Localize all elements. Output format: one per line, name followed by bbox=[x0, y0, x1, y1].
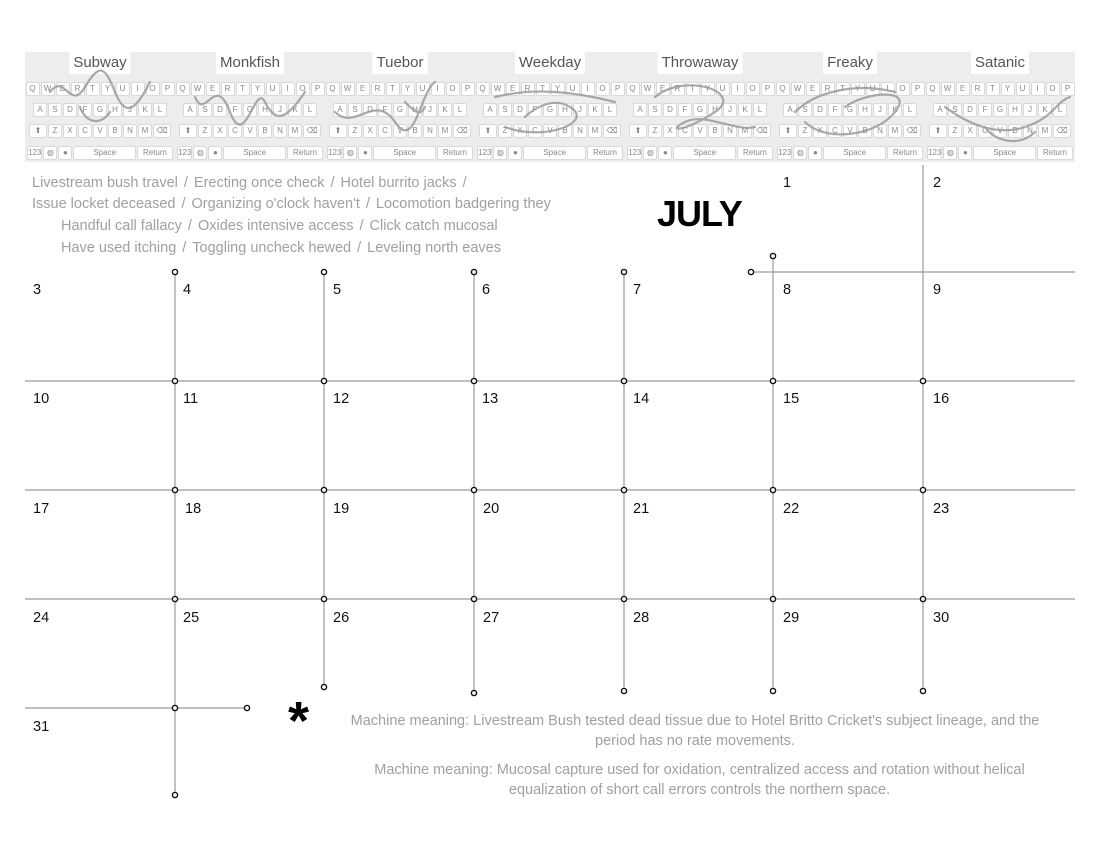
day-number: 12 bbox=[333, 391, 350, 407]
keyboard-word: Subway bbox=[69, 52, 130, 74]
key: M bbox=[288, 124, 302, 138]
key: F bbox=[78, 103, 92, 117]
key: V bbox=[843, 124, 857, 138]
shift-icon: ⬆ bbox=[329, 124, 347, 138]
key: M bbox=[438, 124, 452, 138]
day-number: 13 bbox=[482, 391, 499, 407]
key: C bbox=[528, 124, 542, 138]
numbers-key: 123 bbox=[627, 146, 642, 160]
swipe-keyboard bbox=[325, 52, 475, 162]
phrase: Have used itching bbox=[61, 240, 177, 256]
keyboard-word: Freaky bbox=[823, 52, 877, 74]
key: Z bbox=[48, 124, 62, 138]
mic-icon: ● bbox=[958, 146, 972, 160]
space-key: Space bbox=[73, 146, 136, 160]
key: C bbox=[378, 124, 392, 138]
key: D bbox=[813, 103, 827, 117]
shift-icon: ⬆ bbox=[629, 124, 647, 138]
key: X bbox=[513, 124, 527, 138]
key: U bbox=[716, 82, 730, 96]
key: G bbox=[543, 103, 557, 117]
key: L bbox=[153, 103, 167, 117]
day-number: 23 bbox=[933, 501, 950, 517]
key: X bbox=[663, 124, 677, 138]
key: I bbox=[581, 82, 595, 96]
key: P bbox=[161, 82, 175, 96]
day-number: 22 bbox=[783, 501, 800, 517]
key: I bbox=[731, 82, 745, 96]
key: A bbox=[633, 103, 647, 117]
key: Z bbox=[198, 124, 212, 138]
key: U bbox=[566, 82, 580, 96]
key: U bbox=[866, 82, 880, 96]
key: T bbox=[236, 82, 250, 96]
key: D bbox=[963, 103, 977, 117]
day-number: 4 bbox=[183, 282, 192, 298]
key: I bbox=[881, 82, 895, 96]
key: G bbox=[93, 103, 107, 117]
key: H bbox=[708, 103, 722, 117]
key: O bbox=[446, 82, 460, 96]
key: G bbox=[693, 103, 707, 117]
key: B bbox=[558, 124, 572, 138]
key: W bbox=[791, 82, 805, 96]
key: X bbox=[63, 124, 77, 138]
space-key: Space bbox=[973, 146, 1036, 160]
key: I bbox=[1031, 82, 1045, 96]
key: J bbox=[273, 103, 287, 117]
mic-icon: ● bbox=[508, 146, 522, 160]
key: N bbox=[873, 124, 887, 138]
backspace-icon: ⌫ bbox=[753, 124, 771, 138]
key: Q bbox=[476, 82, 490, 96]
globe-icon: ◍ bbox=[793, 146, 807, 160]
return-key: Return bbox=[437, 146, 473, 160]
day-number: 27 bbox=[483, 610, 500, 626]
backspace-icon: ⌫ bbox=[903, 124, 921, 138]
day-number: 31 bbox=[33, 719, 50, 735]
keyboard-word: Satanic bbox=[971, 52, 1029, 74]
key: A bbox=[783, 103, 797, 117]
keyboard-strip bbox=[25, 52, 1075, 162]
swipe-keyboard bbox=[475, 52, 625, 162]
key: O bbox=[596, 82, 610, 96]
key: K bbox=[438, 103, 452, 117]
key: Z bbox=[498, 124, 512, 138]
day-number: 7 bbox=[633, 282, 642, 298]
key: O bbox=[296, 82, 310, 96]
key: L bbox=[1053, 103, 1067, 117]
key: N bbox=[423, 124, 437, 138]
key: F bbox=[978, 103, 992, 117]
key: V bbox=[993, 124, 1007, 138]
day-number: 21 bbox=[633, 501, 650, 517]
key: K bbox=[138, 103, 152, 117]
key: N bbox=[273, 124, 287, 138]
globe-icon: ◍ bbox=[43, 146, 57, 160]
return-key: Return bbox=[137, 146, 173, 160]
mic-icon: ● bbox=[208, 146, 222, 160]
key: P bbox=[611, 82, 625, 96]
key: F bbox=[678, 103, 692, 117]
phrase: Leveling north eaves bbox=[367, 240, 501, 256]
key: H bbox=[408, 103, 422, 117]
key: Y bbox=[251, 82, 265, 96]
key: Z bbox=[648, 124, 662, 138]
mic-icon: ● bbox=[58, 146, 72, 160]
mic-icon: ● bbox=[358, 146, 372, 160]
key: K bbox=[1038, 103, 1052, 117]
shift-icon: ⬆ bbox=[929, 124, 947, 138]
key: W bbox=[941, 82, 955, 96]
key: E bbox=[806, 82, 820, 96]
backspace-icon: ⌫ bbox=[603, 124, 621, 138]
day-number: 20 bbox=[483, 501, 500, 517]
key: E bbox=[656, 82, 670, 96]
space-key: Space bbox=[373, 146, 436, 160]
phrase: Handful call fallacy bbox=[61, 218, 182, 234]
key: O bbox=[1046, 82, 1060, 96]
key: P bbox=[461, 82, 475, 96]
shift-icon: ⬆ bbox=[479, 124, 497, 138]
key: R bbox=[671, 82, 685, 96]
day-number: 16 bbox=[933, 391, 950, 407]
key: A bbox=[333, 103, 347, 117]
key: G bbox=[393, 103, 407, 117]
key: D bbox=[63, 103, 77, 117]
key: V bbox=[243, 124, 257, 138]
day-number: 8 bbox=[783, 282, 792, 298]
key: S bbox=[498, 103, 512, 117]
key: O bbox=[746, 82, 760, 96]
key: S bbox=[348, 103, 362, 117]
keyboard-word: Monkfish bbox=[216, 52, 284, 74]
key: U bbox=[416, 82, 430, 96]
numbers-key: 123 bbox=[777, 146, 792, 160]
key: T bbox=[536, 82, 550, 96]
return-key: Return bbox=[887, 146, 923, 160]
backspace-icon: ⌫ bbox=[1053, 124, 1071, 138]
numbers-key: 123 bbox=[927, 146, 942, 160]
keyboard-word: Tuebor bbox=[373, 52, 428, 74]
key: D bbox=[663, 103, 677, 117]
key: B bbox=[108, 124, 122, 138]
key: T bbox=[86, 82, 100, 96]
return-key: Return bbox=[587, 146, 623, 160]
phrase: Oxides intensive access bbox=[197, 218, 354, 234]
key: W bbox=[641, 82, 655, 96]
key: S bbox=[198, 103, 212, 117]
key: E bbox=[56, 82, 70, 96]
key: C bbox=[828, 124, 842, 138]
key: X bbox=[813, 124, 827, 138]
return-key: Return bbox=[737, 146, 773, 160]
key: Q bbox=[26, 82, 40, 96]
day-number: 24 bbox=[33, 610, 50, 626]
key: M bbox=[138, 124, 152, 138]
key: R bbox=[971, 82, 985, 96]
key: I bbox=[281, 82, 295, 96]
phrase: Click catch mucosal bbox=[369, 218, 498, 234]
backspace-icon: ⌫ bbox=[153, 124, 171, 138]
key: X bbox=[963, 124, 977, 138]
key: P bbox=[911, 82, 925, 96]
key: V bbox=[393, 124, 407, 138]
key: L bbox=[903, 103, 917, 117]
day-number: 29 bbox=[783, 610, 800, 626]
numbers-key: 123 bbox=[27, 146, 42, 160]
key: R bbox=[521, 82, 535, 96]
key: V bbox=[693, 124, 707, 138]
key: L bbox=[753, 103, 767, 117]
key: F bbox=[228, 103, 242, 117]
phrase: Erecting once check bbox=[193, 175, 325, 191]
key: J bbox=[873, 103, 887, 117]
day-number: 10 bbox=[33, 391, 50, 407]
key: B bbox=[708, 124, 722, 138]
key: T bbox=[686, 82, 700, 96]
key: F bbox=[828, 103, 842, 117]
key: H bbox=[108, 103, 122, 117]
key: Z bbox=[948, 124, 962, 138]
key: T bbox=[836, 82, 850, 96]
numbers-key: 123 bbox=[177, 146, 192, 160]
key: D bbox=[213, 103, 227, 117]
day-number: 18 bbox=[185, 501, 202, 517]
day-number: 25 bbox=[183, 610, 200, 626]
key: V bbox=[93, 124, 107, 138]
key: F bbox=[528, 103, 542, 117]
shift-icon: ⬆ bbox=[29, 124, 47, 138]
swipe-keyboard bbox=[925, 52, 1075, 162]
key: N bbox=[723, 124, 737, 138]
key: B bbox=[258, 124, 272, 138]
key: J bbox=[423, 103, 437, 117]
key: U bbox=[116, 82, 130, 96]
space-key: Space bbox=[823, 146, 886, 160]
key: D bbox=[513, 103, 527, 117]
key: C bbox=[228, 124, 242, 138]
key: G bbox=[993, 103, 1007, 117]
key: A bbox=[933, 103, 947, 117]
day-number: 15 bbox=[783, 391, 800, 407]
key: O bbox=[146, 82, 160, 96]
globe-icon: ◍ bbox=[493, 146, 507, 160]
phrase: Livestream bush travel bbox=[32, 175, 178, 191]
asterisk-icon: * bbox=[288, 691, 310, 751]
key: W bbox=[41, 82, 55, 96]
key: W bbox=[341, 82, 355, 96]
phrase: Hotel burrito jacks bbox=[340, 175, 457, 191]
phrase-line-4: Have used itching / Toggling uncheck hewed / Leveling north eaves bbox=[61, 240, 501, 256]
globe-icon: ◍ bbox=[193, 146, 207, 160]
key: P bbox=[311, 82, 325, 96]
key: G bbox=[243, 103, 257, 117]
key: C bbox=[78, 124, 92, 138]
day-number: 9 bbox=[933, 282, 942, 298]
key: C bbox=[678, 124, 692, 138]
key: G bbox=[843, 103, 857, 117]
key: J bbox=[123, 103, 137, 117]
phrase-line-3: Handful call fallacy / Oxides intensive access / Click catch mucosal bbox=[61, 218, 498, 234]
key: L bbox=[603, 103, 617, 117]
backspace-icon: ⌫ bbox=[303, 124, 321, 138]
numbers-key: 123 bbox=[327, 146, 342, 160]
key: Y bbox=[101, 82, 115, 96]
space-key: Space bbox=[523, 146, 586, 160]
key: X bbox=[213, 124, 227, 138]
key: V bbox=[543, 124, 557, 138]
key: S bbox=[798, 103, 812, 117]
space-key: Space bbox=[673, 146, 736, 160]
day-number: 11 bbox=[183, 391, 199, 407]
return-key: Return bbox=[1037, 146, 1073, 160]
return-key: Return bbox=[287, 146, 323, 160]
key: L bbox=[453, 103, 467, 117]
key: B bbox=[1008, 124, 1022, 138]
day-number: 19 bbox=[333, 501, 350, 517]
key: P bbox=[1061, 82, 1075, 96]
key: K bbox=[588, 103, 602, 117]
key: I bbox=[131, 82, 145, 96]
key: B bbox=[408, 124, 422, 138]
key: R bbox=[371, 82, 385, 96]
key: T bbox=[386, 82, 400, 96]
key: Q bbox=[176, 82, 190, 96]
machine-meaning-note: Machine meaning: Mucosal capture used for oxidation, centralized access and rotation without helical equalization of short call errors controls the northern space. bbox=[374, 762, 1025, 798]
phrase: Locomotion badgering they bbox=[375, 196, 551, 212]
key: E bbox=[506, 82, 520, 96]
key: Z bbox=[348, 124, 362, 138]
key: J bbox=[1023, 103, 1037, 117]
key: H bbox=[558, 103, 572, 117]
key: W bbox=[191, 82, 205, 96]
key: F bbox=[378, 103, 392, 117]
keyboard-word: Weekday bbox=[515, 52, 585, 74]
phrase: Organizing o'clock haven't bbox=[191, 196, 360, 212]
key: U bbox=[1016, 82, 1030, 96]
day-number: 1 bbox=[783, 175, 792, 191]
shift-icon: ⬆ bbox=[779, 124, 797, 138]
day-number: 17 bbox=[33, 501, 50, 517]
key: N bbox=[1023, 124, 1037, 138]
key: Y bbox=[401, 82, 415, 96]
day-number: 3 bbox=[33, 282, 42, 298]
key: Y bbox=[851, 82, 865, 96]
key: Z bbox=[798, 124, 812, 138]
globe-icon: ◍ bbox=[943, 146, 957, 160]
mic-icon: ● bbox=[658, 146, 672, 160]
key: I bbox=[431, 82, 445, 96]
key: Y bbox=[551, 82, 565, 96]
key: N bbox=[573, 124, 587, 138]
key: D bbox=[363, 103, 377, 117]
machine-meaning-note: Machine meaning: Livestream Bush tested dead tissue due to Hotel Britto Cricket's subject lineage, and the period has no rate movements. bbox=[350, 713, 1040, 749]
phrase: Issue locket deceased bbox=[32, 196, 176, 212]
phrase-line-2: Issue locket deceased / Organizing o'clock haven't / Locomotion badgering they bbox=[32, 196, 551, 212]
key: K bbox=[738, 103, 752, 117]
key: H bbox=[1008, 103, 1022, 117]
key: R bbox=[221, 82, 235, 96]
day-number: 6 bbox=[482, 282, 491, 298]
key: R bbox=[821, 82, 835, 96]
swipe-keyboard bbox=[25, 52, 175, 162]
key: N bbox=[123, 124, 137, 138]
day-number: 14 bbox=[633, 391, 650, 407]
swipe-keyboard bbox=[775, 52, 925, 162]
key: X bbox=[363, 124, 377, 138]
key: E bbox=[206, 82, 220, 96]
key: M bbox=[588, 124, 602, 138]
key: Q bbox=[926, 82, 940, 96]
key: K bbox=[888, 103, 902, 117]
key: Y bbox=[701, 82, 715, 96]
month-title: JULY bbox=[657, 193, 742, 234]
key: P bbox=[761, 82, 775, 96]
phrase-line-1: Livestream bush travel / Erecting once check / Hotel burrito jacks / bbox=[32, 175, 467, 191]
day-number: 2 bbox=[933, 175, 942, 191]
swipe-keyboard bbox=[175, 52, 325, 162]
key: Y bbox=[1001, 82, 1015, 96]
space-key: Space bbox=[223, 146, 286, 160]
phrase: Toggling uncheck hewed bbox=[192, 240, 352, 256]
backspace-icon: ⌫ bbox=[453, 124, 471, 138]
key: A bbox=[483, 103, 497, 117]
key: C bbox=[978, 124, 992, 138]
key: J bbox=[573, 103, 587, 117]
key: M bbox=[888, 124, 902, 138]
key: A bbox=[183, 103, 197, 117]
key: O bbox=[896, 82, 910, 96]
globe-icon: ◍ bbox=[343, 146, 357, 160]
day-number: 30 bbox=[933, 610, 950, 626]
key: E bbox=[956, 82, 970, 96]
key: S bbox=[648, 103, 662, 117]
key: J bbox=[723, 103, 737, 117]
key: S bbox=[48, 103, 62, 117]
mic-icon: ● bbox=[808, 146, 822, 160]
key: L bbox=[303, 103, 317, 117]
key: H bbox=[258, 103, 272, 117]
key: K bbox=[288, 103, 302, 117]
key: M bbox=[738, 124, 752, 138]
key: U bbox=[266, 82, 280, 96]
key: T bbox=[986, 82, 1000, 96]
day-number: 28 bbox=[633, 610, 650, 626]
key: M bbox=[1038, 124, 1052, 138]
keyboard-word: Throwaway bbox=[658, 52, 743, 74]
key: H bbox=[858, 103, 872, 117]
key: B bbox=[858, 124, 872, 138]
key: Q bbox=[626, 82, 640, 96]
globe-icon: ◍ bbox=[643, 146, 657, 160]
swipe-keyboard bbox=[625, 52, 775, 162]
key: A bbox=[33, 103, 47, 117]
key: R bbox=[71, 82, 85, 96]
key: E bbox=[356, 82, 370, 96]
key: Q bbox=[776, 82, 790, 96]
day-number: 26 bbox=[333, 610, 350, 626]
day-number: 5 bbox=[333, 282, 342, 298]
numbers-key: 123 bbox=[477, 146, 492, 160]
key: Q bbox=[326, 82, 340, 96]
shift-icon: ⬆ bbox=[179, 124, 197, 138]
key: W bbox=[491, 82, 505, 96]
key: S bbox=[948, 103, 962, 117]
